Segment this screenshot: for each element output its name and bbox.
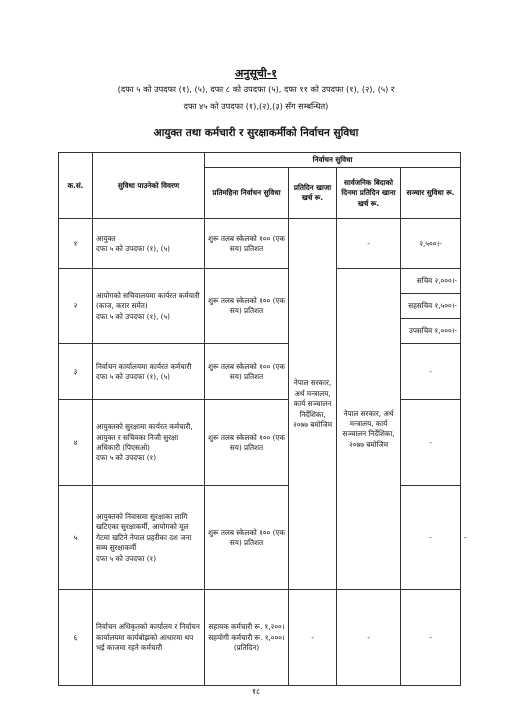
cell-communication: -: [401, 400, 461, 486]
reference-line-2: दफा ४५ को उपदफा (१),(२),(३) सँग सम्बन्धित): [183, 101, 329, 111]
cell-public-holiday: -: [337, 590, 401, 686]
cell-sn: १: [59, 219, 93, 269]
table-row: ५ आयुक्तको निवासमा सुरक्षाका लागि खटिएका सुरक्षाकर्मी, आयोगको मूल गेटमा खटिने नेपाल प्रहरीका दश जना सम्म सुरक्षाकर्मी दफा ५ को उपदफा (१) शुरू तलब स्केलको १०० (एक सय) प्रतिशत - -: [59, 486, 461, 590]
cell-sn: २: [59, 269, 93, 344]
cell-public-holiday-merged: नेपाल सरकार, अर्थ मन्त्रालय, कार्य सञ्चालन निर्देशिका, २०७७ बमोजिम: [337, 269, 401, 590]
header-daily-food: प्रतिदिन खाजा खर्च रू.: [289, 168, 337, 219]
cell-communication: [401, 269, 461, 344]
communication-joint-secretary: सहसचिव १,५००।-: [401, 294, 460, 319]
cell-communication: २,५००।-: [401, 219, 461, 269]
table-row: [59, 269, 461, 344]
facility-table: [58, 152, 467, 686]
header-group: निर्वाचन सुविधा: [205, 153, 461, 168]
header-public-holiday: सार्वजनिक बिदाको दिनमा प्रतिदिन खाना खर्च रू.: [337, 168, 401, 219]
table-row: [59, 219, 461, 269]
cell-monthly: सहायक कर्मचारी रू. १,२००। सहयोगी कर्मचारी रू. १,०००। (प्रतिदिन): [205, 590, 289, 686]
cell-monthly: शुरू तलब स्केलको १०० (एक सय) प्रतिशत: [205, 344, 289, 400]
cell-monthly: शुरू तलब स्केलको १०० (एक सय) प्रतिशत: [205, 269, 289, 344]
cell-sn: ३: [59, 344, 93, 400]
annex-title: अनुसूची-१: [234, 67, 278, 80]
cell-monthly: शुरू तलब स्केलको १०० (एक सय) प्रतिशत: [205, 219, 289, 269]
header-sn: क.सं.: [59, 153, 93, 219]
table-row: [59, 400, 461, 486]
cell-daily-food: -: [289, 590, 337, 686]
cell-description: निर्वाचन अधिकृतको कार्यालय र निर्वाचन कार्यालयमा कार्यबोझको आधारमा थप भई काजमा रहने कर्मचारी: [93, 590, 205, 686]
cell-sn: ६: [59, 590, 93, 686]
header-description: सुविधा पाउनेको विवरण: [93, 153, 205, 219]
page-number: १८: [251, 687, 261, 696]
reference-line-1: (दफा ५ को उपदफा (१), (५), दफा ८ को उपदफा (५), दफा ११ को उपदफा (१), (२), (५) र: [117, 84, 395, 94]
communication-secretary: सचिव २,०००।-: [401, 269, 460, 294]
cell-description: निर्वाचन कार्यालयमा कार्यरत कर्मचारी दफा ५ को उपदफा (१), (५): [93, 344, 205, 400]
table-row: [59, 344, 461, 400]
table-row: [59, 590, 461, 686]
cell-description: आयुक्तको निवासमा सुरक्षाका लागि खटिएका सुरक्षाकर्मी, आयोगको मूल गेटमा खटिने नेपाल प्रहरीका दश जना सम्म सुरक्षाकर्मी दफा ५ को उपदफा (१): [93, 486, 205, 590]
table-header-row: [59, 153, 461, 168]
cell-communication: -: [401, 590, 461, 686]
cell-sn: ५: [59, 486, 93, 590]
cell-public-holiday: -: [401, 486, 461, 590]
communication-under-secretary: उपसचिव १,०००।-: [408, 326, 458, 336]
cell-public-holiday: -: [337, 219, 401, 269]
cell-sn: ४: [59, 400, 93, 486]
cell-description: आयोगको सचिवालयमा कार्यरत कर्मचारी (काज, करार समेत) दफा ५ को उपदफा (१), (५): [93, 269, 205, 344]
header-communication: सञ्चार सुविधा रू.: [401, 168, 461, 219]
cell-daily-food-merged: नेपाल सरकार, अर्थ मन्त्रालय, कार्य सञ्चालन निर्देशिका, २०७७ बमोजिम: [289, 219, 337, 590]
cell-monthly: शुरू तलब स्केलको १०० (एक सय) प्रतिशत: [205, 486, 289, 590]
cell-description: आयुक्त दफा ५ को उपदफा (१), (५): [93, 219, 205, 269]
cell-monthly: शुरू तलब स्केलको १०० (एक सय) प्रतिशत: [205, 400, 289, 486]
table-heading: आयुक्त तथा कर्मचारी र सुरक्षाकर्मीको निर्वाचन सुविधा: [153, 127, 359, 139]
cell-description: आयुक्तको सुरक्षामा कार्यरत कर्मचारी, आयुक्त र सचिवका निजी सुरक्षा अधिकारी (पिएसओ) दफा ५ को उपदफा (१): [93, 400, 205, 486]
cell-communication: -: [401, 344, 461, 400]
header-monthly: प्रतिमहिना निर्वाचन सुविधा: [205, 168, 289, 219]
